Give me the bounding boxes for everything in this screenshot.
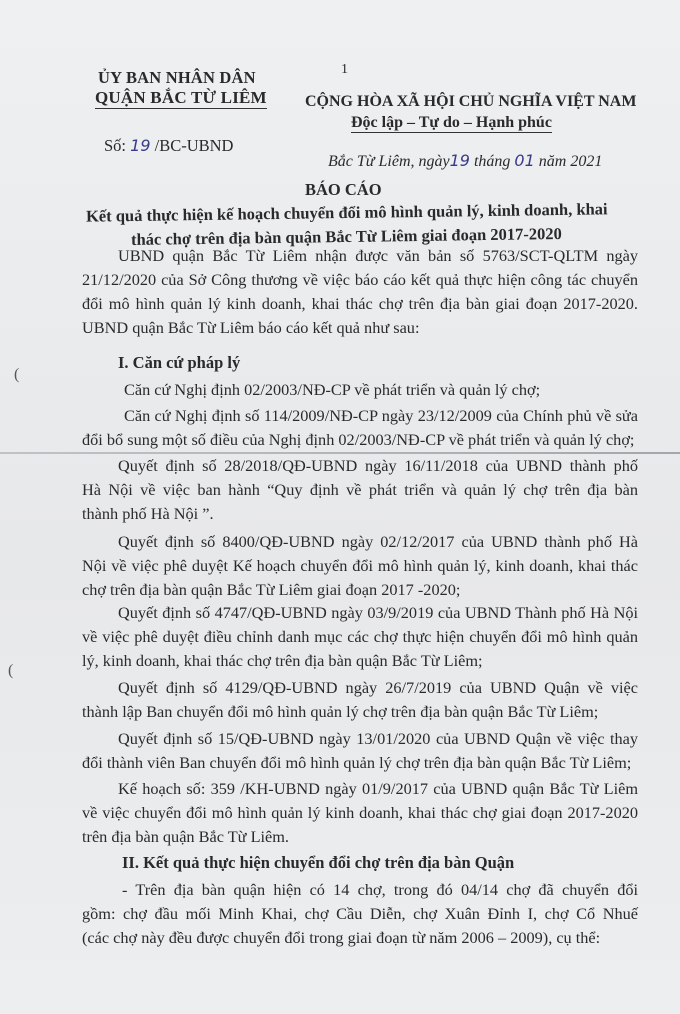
date-suffix: năm 2021	[538, 153, 603, 170]
legal-basis-line: đổi thành viên Ban chuyển đổi mô hình quản lý chợ trên địa bàn quận Bắc Từ Liêm;	[82, 753, 632, 772]
legal-basis-item	[82, 454, 638, 526]
place-date	[328, 151, 602, 171]
section-2-heading: II. Kết quả thực hiện chuyển đổi chợ trên địa bàn Quận	[122, 853, 515, 872]
legal-basis-item	[82, 601, 638, 673]
page-number: 1	[341, 62, 348, 77]
legal-basis-line: lý, kinh doanh, khai thác chợ trên địa bàn quận Bắc Từ Liêm;	[82, 651, 483, 670]
legal-basis-item	[82, 676, 638, 724]
legal-basis-line: chợ trên địa bàn quận Bắc Từ Liêm giai đoạn 2017 -2020;	[82, 580, 461, 599]
date-month-handwritten: 01	[514, 151, 535, 170]
legal-basis-line: Căn cứ Nghị định số 114/2009/NĐ-CP ngày 23/12/2009 của Chính phủ về sửa	[124, 406, 638, 425]
legal-basis-line: Kế hoạch số: 359 /KH-UBND ngày 01/9/2017 của UBND quận Bắc Từ Liêm	[118, 779, 638, 798]
section-2-paragraph	[82, 878, 638, 950]
legal-basis-line: Quyết định số 4747/QĐ-UBND ngày 03/9/2019 của UBND Thành phố Hà Nội	[118, 603, 638, 622]
legal-basis-line: Quyết định số 8400/QĐ-UBND ngày 02/12/2017 của UBND thành phố Hà	[118, 532, 638, 551]
intro-line: UBND quận Bắc Từ Liêm báo cáo kết quả như sau:	[82, 318, 420, 337]
doc-number-prefix: Số:	[104, 136, 127, 155]
legal-basis-line: về việc chuyển đổi mô hình quản lý kinh doanh, khai thác chợ giai đoạn 2017-2020	[82, 803, 638, 822]
nation-title: CỘNG HÒA XÃ HỘI CHỦ NGHĨA VIỆT NAM	[305, 93, 637, 110]
legal-basis-item	[82, 777, 638, 849]
date-mid: tháng	[473, 153, 511, 170]
legal-basis-item: Căn cứ Nghị định 02/2003/NĐ-CP về phát triển và quản lý chợ;	[124, 380, 541, 399]
doc-number-suffix: /BC-UBND	[154, 136, 234, 155]
legal-basis-line: đổi bổ sung một số điều của Nghị định 02/2003/NĐ-CP về phát triển và quản lý chợ;	[82, 430, 635, 449]
margin-mark: (	[8, 662, 14, 679]
legal-basis-line: trên địa bàn quận Bắc Từ Liêm.	[82, 827, 289, 846]
motto: Độc lập – Tự do – Hạnh phúc	[351, 114, 552, 131]
section-2-line: - Trên địa bàn quận hiện có 14 chợ, trong đó 04/14 chợ đã chuyển đổi	[122, 880, 638, 899]
legal-basis-line: Quyết định số 28/2018/QĐ-UBND ngày 16/11/2018 của UBND thành phố	[118, 456, 638, 475]
report-kind: BÁO CÁO	[305, 180, 382, 199]
doc-number	[104, 136, 233, 156]
intro-line: 21/12/2020 của Sở Công thương về việc báo cáo kết quả thực hiện công tác chuyển	[82, 270, 638, 289]
margin-mark: (	[14, 366, 20, 383]
report-title-line2: thác chợ trên địa bàn quận Bắc Từ Liêm giai đoạn 2017-2020	[130, 223, 562, 250]
legal-basis-line: Nội về việc phê duyệt Kế hoạch chuyển đổi mô hình quản lý, kinh doanh, khai thác	[82, 556, 638, 575]
legal-basis-line: Quyết định số 4129/QĐ-UBND ngày 26/7/2019 của UBND Quận về việc	[118, 678, 638, 697]
legal-basis-item	[82, 530, 638, 602]
section-2-line: (các chợ này đều được chuyển đổi trong giai đoạn từ năm 2006 – 2009), cụ thể:	[82, 928, 601, 947]
legal-basis-line: thành phố Hà Nội ”.	[82, 504, 214, 523]
date-prefix: Bắc Từ Liêm, ngày	[328, 153, 450, 170]
section-1-heading: I. Căn cứ pháp lý	[118, 353, 241, 372]
legal-basis-item	[82, 404, 638, 452]
legal-basis-line: Quyết định số 15/QĐ-UBND ngày 13/01/2020 của UBND Quận về việc thay	[118, 729, 638, 748]
legal-basis-item	[82, 727, 638, 775]
legal-basis-line: về việc phê duyệt điều chỉnh danh mục các chợ thực hiện chuyển đổi mô hình quản	[82, 627, 638, 646]
doc-number-handwritten: 19	[130, 136, 151, 155]
legal-basis-line: Hà Nội về việc ban hành “Quy định về phát triển và quản lý chợ trên địa bàn	[82, 480, 638, 499]
date-day-handwritten: 19	[449, 151, 470, 170]
section-2-line: gồm: chợ đầu mối Minh Khai, chợ Cầu Diễn, chợ Xuân Đỉnh I, chợ Cổ Nhuế	[82, 904, 638, 923]
report-title-line1: Kết quả thực hiện kế hoạch chuyển đổi mô hình quản lý, kinh doanh, khai	[85, 199, 608, 226]
org-name-line2: QUẬN BẮC TỪ LIÊM	[95, 88, 267, 107]
intro-line: đổi mô hình quản lý kinh doanh, khai thác chợ trên địa bàn giai đoạn 2017-2020.	[82, 294, 638, 313]
legal-basis-line: thành lập Ban chuyển đổi mô hình quản lý chợ trên địa bàn quận Bắc Từ Liêm;	[82, 702, 599, 721]
intro-paragraph	[82, 244, 638, 340]
org-name-line1: ỦY BAN NHÂN DÂN	[98, 68, 256, 87]
intro-line: UBND quận Bắc Từ Liêm nhận được văn bản số 5763/SCT-QLTM ngày	[118, 246, 638, 265]
